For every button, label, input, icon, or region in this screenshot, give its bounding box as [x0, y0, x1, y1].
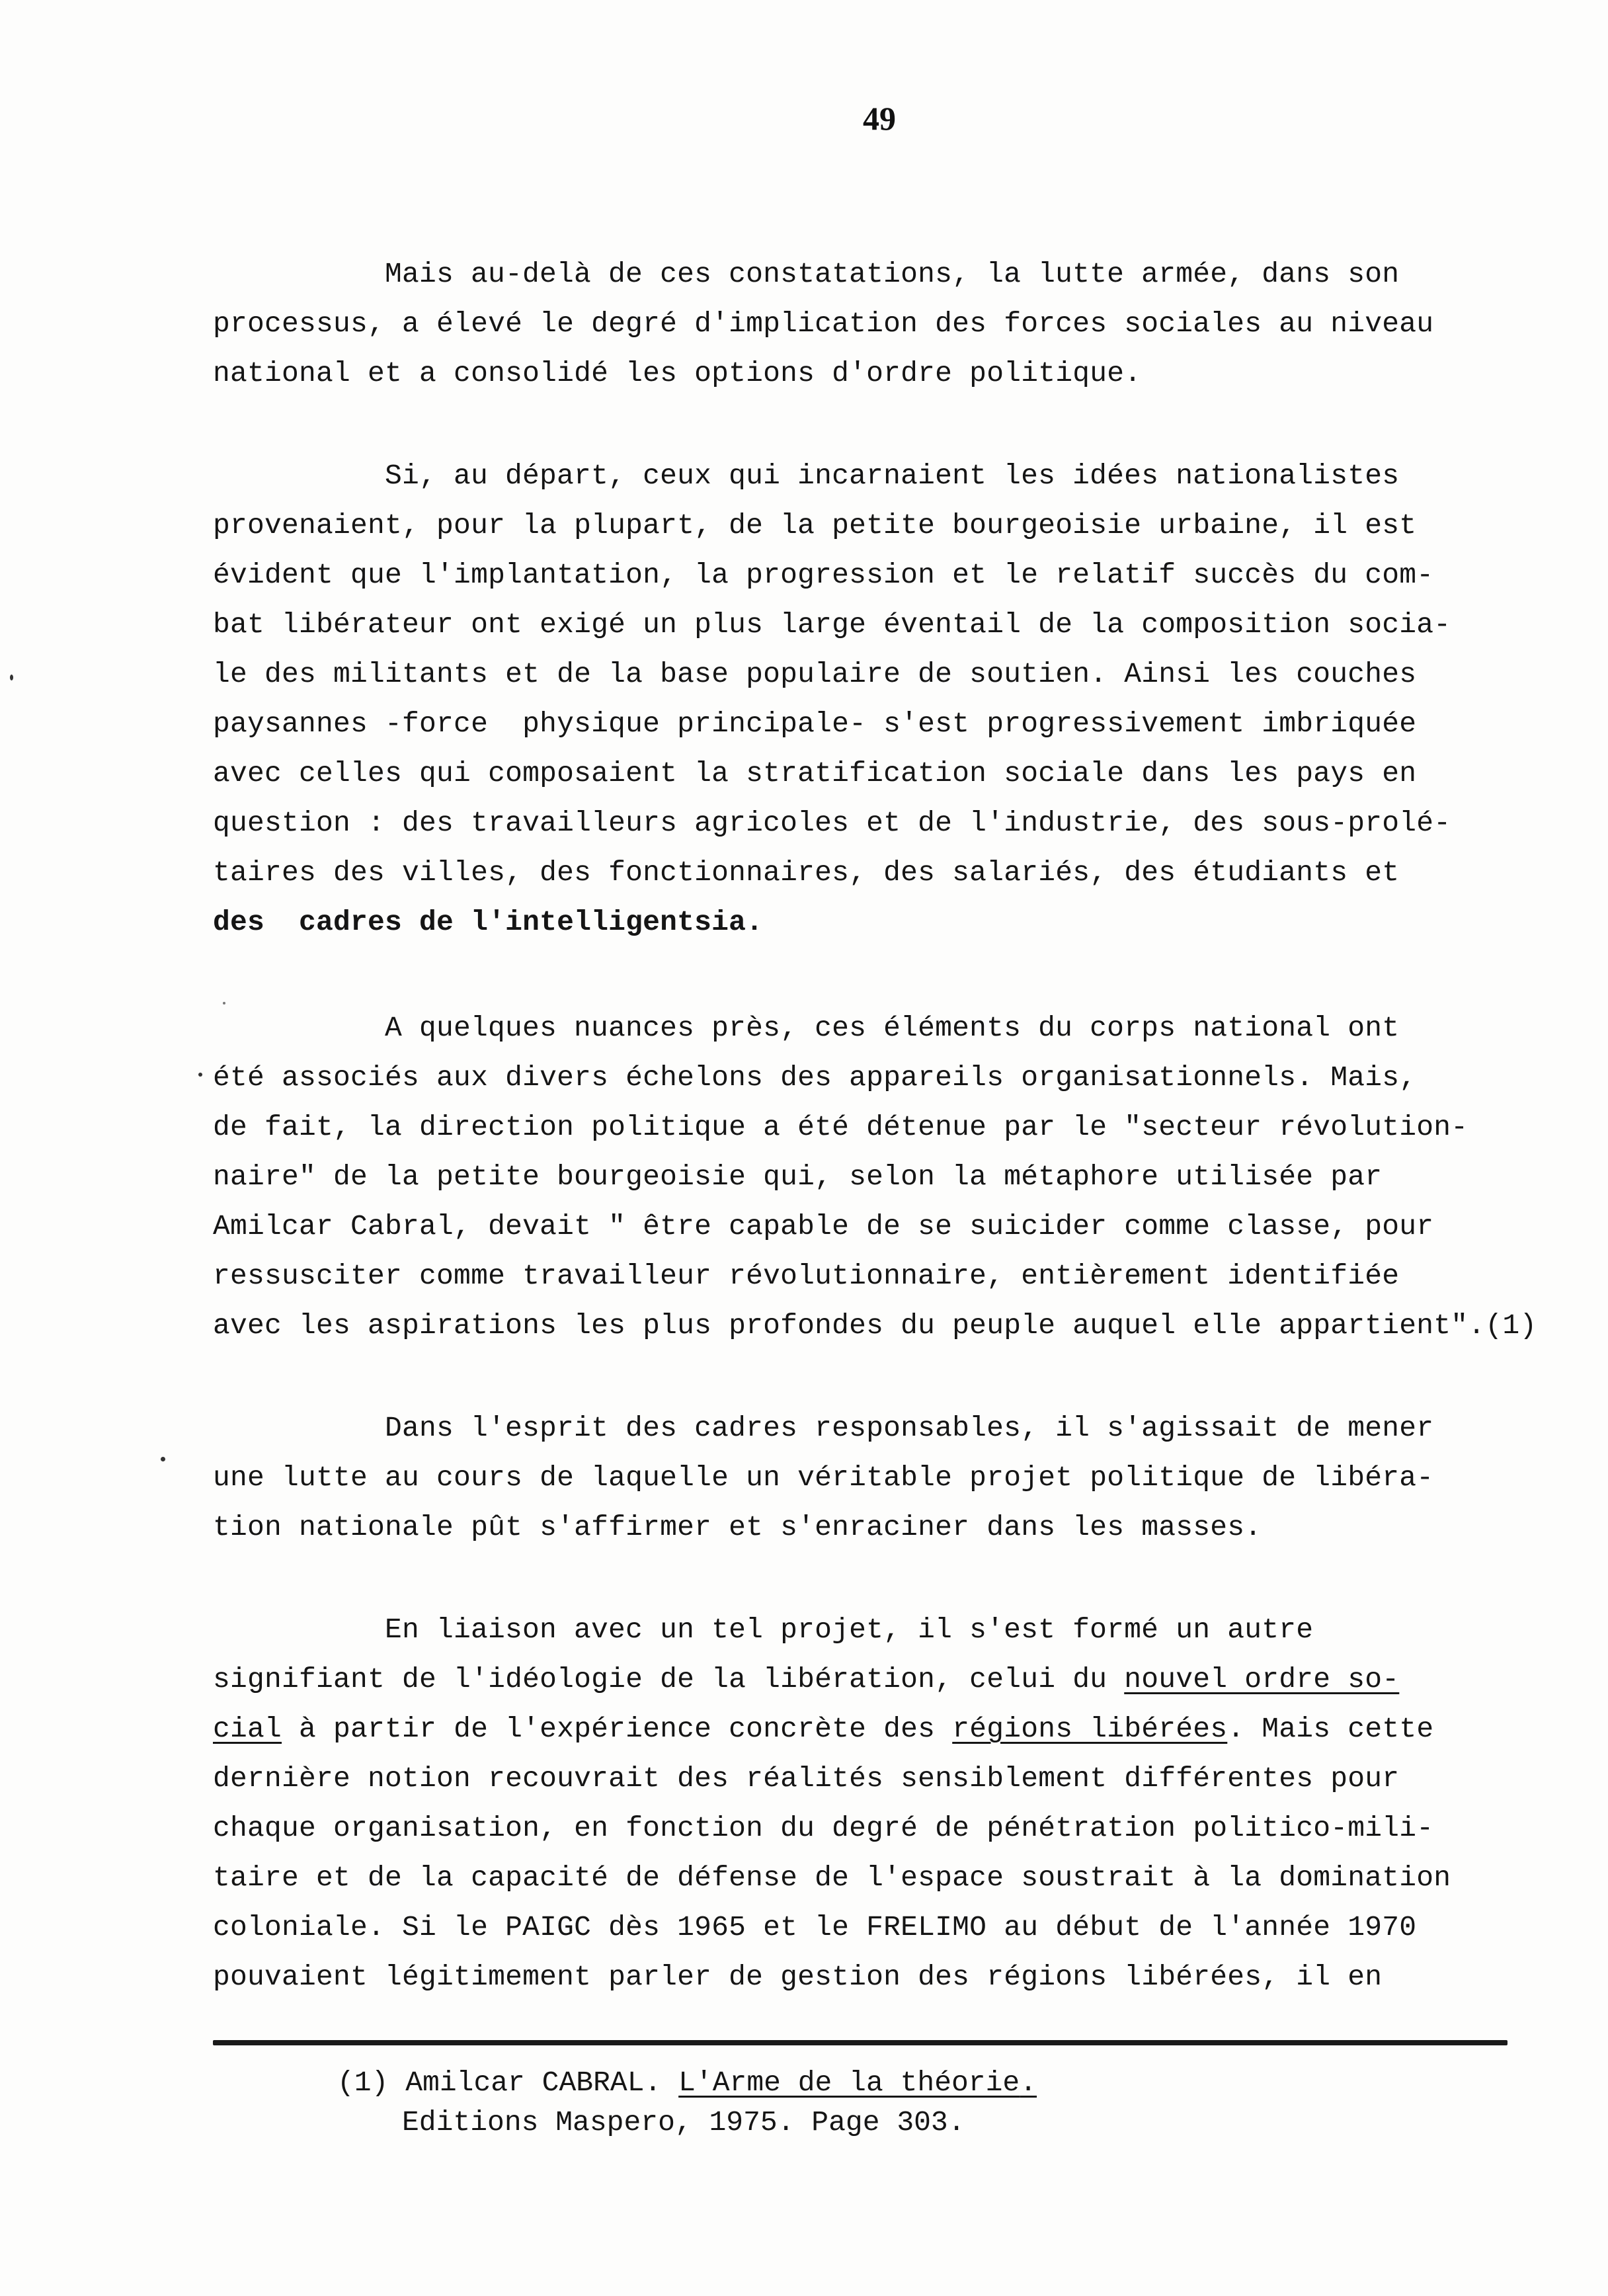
paragraph-3-line-5: Amilcar Cabral, devait " être capable de se suicider comme classe, pour: [213, 1210, 1434, 1243]
scan-speck: [223, 1002, 225, 1004]
paragraph-2-line-7: avec celles qui composaient la stratification sociale dans les pays en: [213, 757, 1417, 790]
scan-speck: [161, 1457, 165, 1461]
underlined-term-cial: cial: [213, 1713, 282, 1745]
paragraph-5-line-1: En liaison avec un tel projet, il s'est formé un autre: [385, 1614, 1314, 1646]
paragraph-2-line-4: bat libérateur ont exigé un plus large éventail de la composition socia-: [213, 608, 1451, 641]
page-number: 49: [863, 100, 896, 137]
paragraph-2-line-9: taires des villes, des fonctionnaires, des salariés, des étudiants et: [213, 856, 1400, 889]
paragraph-5-line-3: [213, 1713, 1433, 1746]
paragraph-1-line-3: national et a consolidé les options d'ordre politique.: [213, 357, 1142, 390]
footnote-line-2: Editions Maspero, 1975. Page 303.: [402, 2106, 965, 2139]
paragraph-5-line-3-end: . Mais cette: [1227, 1713, 1434, 1745]
paragraph-2-line-2: provenaient, pour la plupart, de la petite bourgeoisie urbaine, il est: [213, 509, 1417, 542]
paragraph-2-line-1: Si, au départ, ceux qui incarnaient les idées nationalistes: [385, 460, 1400, 492]
paragraph-3-line-3: de fait, la direction politique a été détenue par le "secteur révolution-: [213, 1111, 1468, 1143]
paragraph-1-line-2: processus, a élevé le degré d'implication des forces sociales au niveau: [213, 308, 1434, 340]
paragraph-4-line-3: tion nationale pût s'affirmer et s'enraciner dans les masses.: [213, 1511, 1262, 1543]
footnote-marker: (1): [337, 2067, 389, 2099]
paragraph-5-line-7: coloniale. Si le PAIGC dès 1965 et le FRELIMO au début de l'année 1970: [213, 1911, 1417, 1944]
paragraph-5-line-5: chaque organisation, en fonction du degré de pénétration politico-mili-: [213, 1812, 1434, 1844]
footnote-author: Amilcar CABRAL.: [405, 2067, 662, 2099]
paragraph-5-line-2: [213, 1663, 1399, 1696]
scan-speck: [198, 1073, 202, 1077]
paragraph-2-line-6: paysannes -force physique principale- s'est progressivement imbriquée: [213, 708, 1417, 740]
underlined-term-nouvel-ordre-social: nouvel ordre so-: [1124, 1663, 1400, 1696]
footnote-title-period: .: [1020, 2067, 1037, 2099]
paragraph-5-line-6: taire et de la capacité de défense de l'espace soustrait à la domination: [213, 1862, 1451, 1894]
paragraph-3-line-4: naire" de la petite bourgeoisie qui, selon la métaphore utilisée par: [213, 1161, 1383, 1193]
paragraph-5-line-2-text: signifiant de l'idéologie de la libération, celui du: [213, 1663, 1125, 1696]
paragraph-4-line-1: Dans l'esprit des cadres responsables, il s'agissait de mener: [385, 1412, 1434, 1444]
scan-speck: [10, 675, 13, 680]
paragraph-5-line-3-text: à partir de l'expérience concrète des: [282, 1713, 953, 1745]
paragraph-2-line-5: le des militants et de la base populaire de soutien. Ainsi les couches: [213, 658, 1417, 690]
paragraph-2-line-3: évident que l'implantation, la progression et le relatif succès du com-: [213, 559, 1434, 591]
paragraph-3-line-7: avec les aspirations les plus profondes du peuple auquel elle appartient".(1): [213, 1309, 1537, 1342]
paragraph-2-line-10: des cadres de l'intelligentsia.: [213, 906, 764, 938]
paragraph-3-line-1: A quelques nuances près, ces éléments du corps national ont: [385, 1012, 1400, 1044]
footnote-book-title: L'Arme de la théorie: [678, 2067, 1020, 2099]
paragraph-3-line-2: été associés aux divers échelons des appareils organisationnels. Mais,: [213, 1061, 1417, 1094]
footnote-line-1: [337, 2067, 1037, 2100]
paragraph-3-line-6: ressusciter comme travailleur révolutionnaire, entièrement identifiée: [213, 1260, 1400, 1292]
paragraph-1-line-1: Mais au-delà de ces constatations, la lutte armée, dans son: [385, 258, 1400, 290]
paragraph-5-line-8: pouvaient légitimement parler de gestion des régions libérées, il en: [213, 1961, 1383, 1993]
paragraph-5-line-4: dernière notion recouvrait des réalités sensiblement différentes pour: [213, 1762, 1400, 1795]
underlined-term-regions-liberees: régions libérées: [952, 1713, 1228, 1745]
paragraph-2-line-8: question : des travailleurs agricoles et de l'industrie, des sous-prolé-: [213, 807, 1451, 839]
footnote-separator-rule: [213, 2040, 1508, 2045]
paragraph-4-line-2: une lutte au cours de laquelle un véritable projet politique de libéra-: [213, 1461, 1434, 1494]
